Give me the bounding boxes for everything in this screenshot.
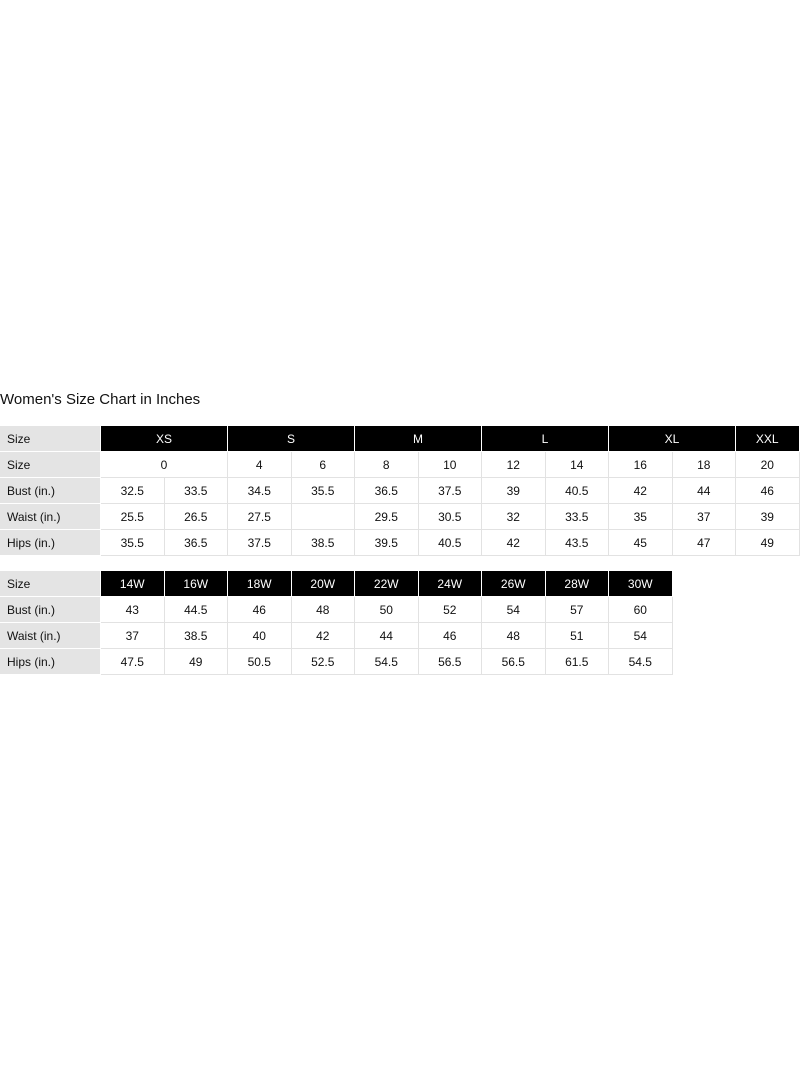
table-cell: 35 — [609, 504, 673, 530]
size-header: 20W — [292, 571, 356, 597]
table-cell: 33.5 — [165, 478, 229, 504]
table-cell: 37.5 — [419, 478, 483, 504]
table-cell: 35.5 — [101, 530, 165, 556]
table-cell: 48 — [292, 597, 356, 623]
table-cell: 4 — [228, 452, 292, 478]
table-cell: 37 — [673, 504, 737, 530]
table-cell: 10 — [419, 452, 483, 478]
table-cell: 27.5 — [228, 504, 292, 530]
table-cell: 33.5 — [546, 504, 610, 530]
table-cell: 49 — [736, 530, 800, 556]
size-header-label: Size — [0, 571, 101, 597]
table-cell: 38.5 — [165, 623, 229, 649]
size-header: 24W — [419, 571, 483, 597]
table-cell: 40.5 — [419, 530, 483, 556]
size-header: 28W — [546, 571, 610, 597]
table-cell: 39 — [482, 478, 546, 504]
table-cell: 40.5 — [546, 478, 610, 504]
table-cell: 29.5 — [355, 504, 419, 530]
size-group-header: L — [482, 426, 609, 452]
table-cell: 52 — [419, 597, 483, 623]
size-group-header: XS — [101, 426, 228, 452]
table-cell: 0 — [101, 452, 228, 478]
table-cell: 42 — [482, 530, 546, 556]
size-header-label: Size — [0, 426, 101, 452]
table-cell: 50 — [355, 597, 419, 623]
table-cell: 8 — [355, 452, 419, 478]
size-header: 30W — [609, 571, 673, 597]
table-cell: 43 — [101, 597, 165, 623]
table-cell — [292, 504, 356, 530]
size-group-header: M — [355, 426, 482, 452]
table-cell: 44 — [673, 478, 737, 504]
table-cell: 54 — [482, 597, 546, 623]
row-label: Size — [0, 452, 101, 478]
table-cell: 35.5 — [292, 478, 356, 504]
table-cell: 39 — [736, 504, 800, 530]
table-cell: 34.5 — [228, 478, 292, 504]
table-cell: 37 — [101, 623, 165, 649]
table-cell: 32.5 — [101, 478, 165, 504]
size-header: 16W — [165, 571, 229, 597]
regular-size-table — [0, 426, 800, 556]
table-cell: 56.5 — [419, 649, 483, 675]
table-cell: 39.5 — [355, 530, 419, 556]
size-group-header: S — [228, 426, 355, 452]
row-label: Hips (in.) — [0, 530, 101, 556]
table-cell: 37.5 — [228, 530, 292, 556]
size-header: 22W — [355, 571, 419, 597]
table-cell: 36.5 — [165, 530, 229, 556]
table-cell: 54 — [609, 623, 673, 649]
table-cell: 48 — [482, 623, 546, 649]
table-cell: 54.5 — [609, 649, 673, 675]
table-cell: 45 — [609, 530, 673, 556]
table-cell: 56.5 — [482, 649, 546, 675]
table-cell: 18 — [673, 452, 737, 478]
table-cell: 44.5 — [165, 597, 229, 623]
table-cell: 54.5 — [355, 649, 419, 675]
row-label: Bust (in.) — [0, 597, 101, 623]
table-cell: 46 — [419, 623, 483, 649]
table-cell: 44 — [355, 623, 419, 649]
table-cell: 47.5 — [101, 649, 165, 675]
size-header: 14W — [101, 571, 165, 597]
page-title: Women's Size Chart in Inches — [0, 391, 201, 408]
table-cell: 12 — [482, 452, 546, 478]
size-group-header: XXL — [736, 426, 800, 452]
plus-size-table — [0, 571, 673, 675]
table-cell: 36.5 — [355, 478, 419, 504]
table-cell: 42 — [609, 478, 673, 504]
table-cell: 46 — [736, 478, 800, 504]
table-cell: 25.5 — [101, 504, 165, 530]
table-cell: 14 — [546, 452, 610, 478]
row-label: Bust (in.) — [0, 478, 101, 504]
table-cell: 47 — [673, 530, 737, 556]
table-cell: 40 — [228, 623, 292, 649]
table-cell: 16 — [609, 452, 673, 478]
table-cell: 46 — [228, 597, 292, 623]
row-label: Waist (in.) — [0, 623, 101, 649]
table-cell: 20 — [736, 452, 800, 478]
row-label: Waist (in.) — [0, 504, 101, 530]
table-cell: 6 — [292, 452, 356, 478]
size-group-header: XL — [609, 426, 736, 452]
table-cell: 50.5 — [228, 649, 292, 675]
table-cell: 32 — [482, 504, 546, 530]
table-cell: 60 — [609, 597, 673, 623]
table-cell: 38.5 — [292, 530, 356, 556]
table-cell: 26.5 — [165, 504, 229, 530]
table-cell: 61.5 — [546, 649, 610, 675]
table-cell: 57 — [546, 597, 610, 623]
size-header: 18W — [228, 571, 292, 597]
table-cell: 30.5 — [419, 504, 483, 530]
table-cell: 51 — [546, 623, 610, 649]
table-cell: 52.5 — [292, 649, 356, 675]
row-label: Hips (in.) — [0, 649, 101, 675]
table-cell: 43.5 — [546, 530, 610, 556]
size-header: 26W — [482, 571, 546, 597]
table-cell: 42 — [292, 623, 356, 649]
table-cell: 49 — [165, 649, 229, 675]
